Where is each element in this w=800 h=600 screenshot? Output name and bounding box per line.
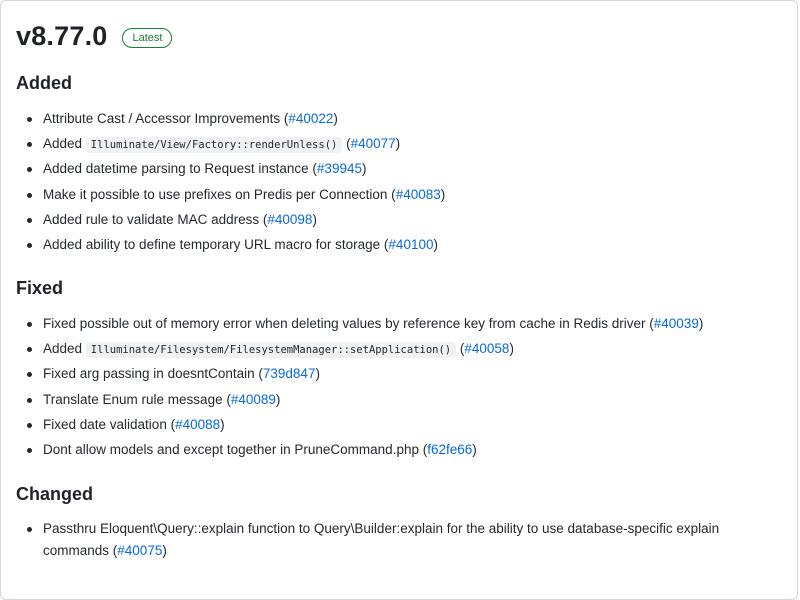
item-close-paren: ) bbox=[440, 186, 446, 202]
item-ref-link[interactable]: #40039 bbox=[653, 316, 699, 331]
item-close-paren: ) bbox=[395, 136, 401, 152]
added-list bbox=[27, 108, 767, 259]
release-header bbox=[16, 21, 172, 52]
item-close-paren: ) bbox=[333, 111, 338, 126]
item-text: Passthru Eloquent\Query::explain function to Query\Builder:explain for the ability to use database-specific explain commands ( bbox=[43, 521, 720, 558]
list-item bbox=[27, 414, 767, 439]
item-text: Make it possible to use prefixes on Predis per Connection ( bbox=[43, 186, 396, 202]
list-item bbox=[27, 338, 767, 363]
item-close-paren: ) bbox=[162, 543, 167, 558]
item-text: Added bbox=[43, 136, 86, 152]
item-close-paren: ) bbox=[220, 416, 225, 432]
item-text: Added datetime parsing to Request instance ( bbox=[43, 161, 317, 177]
item-text-post: ( bbox=[456, 341, 465, 357]
item-close-paren: ) bbox=[315, 366, 320, 382]
item-text: Fixed date validation ( bbox=[43, 416, 176, 432]
section-title-changed: Changed bbox=[16, 484, 94, 504]
item-ref-link[interactable]: f62fe66 bbox=[427, 441, 473, 457]
item-ref-link[interactable]: #40089 bbox=[230, 391, 276, 407]
list-item bbox=[27, 108, 767, 133]
item-text: Dont allow models and except together in PruneCommand.php ( bbox=[43, 441, 428, 457]
release-version[interactable]: v8.77.0 bbox=[16, 21, 108, 51]
item-text: Added ability to define temporary URL macro for storage ( bbox=[43, 236, 389, 252]
item-ref-link[interactable]: 739d847 bbox=[262, 366, 316, 382]
list-item bbox=[27, 363, 767, 388]
list-item bbox=[27, 234, 767, 259]
list-item bbox=[27, 439, 767, 464]
item-ref-link[interactable]: #40075 bbox=[117, 543, 163, 558]
list-item bbox=[27, 133, 767, 158]
list-item bbox=[27, 389, 767, 414]
item-code: Illuminate/View/Factory::renderUnless() bbox=[86, 137, 343, 153]
item-close-paren: ) bbox=[275, 391, 281, 407]
item-text-post: ( bbox=[342, 136, 351, 152]
list-item bbox=[27, 158, 767, 183]
item-text: Fixed arg passing in doesntContain ( bbox=[43, 366, 263, 382]
item-ref-link[interactable]: #40088 bbox=[175, 416, 221, 432]
item-ref-link[interactable]: #40058 bbox=[464, 341, 510, 357]
list-item bbox=[27, 518, 767, 562]
item-ref-link[interactable]: #39945 bbox=[316, 161, 362, 177]
section-title-fixed: Fixed bbox=[16, 278, 64, 298]
list-item bbox=[27, 184, 767, 209]
item-ref-link[interactable]: #40083 bbox=[395, 186, 441, 202]
list-item bbox=[27, 313, 767, 338]
item-code: Illuminate/Filesystem/FilesystemManager::setApplication() bbox=[86, 342, 456, 358]
changed-list bbox=[27, 518, 767, 562]
item-text: Added bbox=[43, 341, 86, 357]
item-text: Translate Enum rule message ( bbox=[43, 391, 231, 407]
item-ref-link[interactable]: #40100 bbox=[388, 236, 434, 252]
item-close-paren: ) bbox=[509, 341, 514, 357]
item-close-paren: ) bbox=[312, 211, 317, 227]
fixed-list bbox=[27, 313, 767, 464]
item-ref-link[interactable]: #40077 bbox=[350, 136, 396, 152]
section-title-added: Added bbox=[16, 73, 72, 93]
item-ref-link[interactable]: #40022 bbox=[288, 111, 334, 126]
item-text: Fixed possible out of memory error when deleting values by reference key from cache in Redis driver ( bbox=[43, 316, 654, 331]
item-ref-link[interactable]: #40098 bbox=[267, 211, 313, 227]
item-close-paren: ) bbox=[433, 236, 438, 252]
item-close-paren: ) bbox=[361, 161, 367, 177]
latest-badge: Latest bbox=[122, 28, 172, 48]
item-close-paren: ) bbox=[472, 441, 477, 457]
item-close-paren: ) bbox=[698, 316, 704, 331]
item-text: Added rule to validate MAC address ( bbox=[43, 211, 268, 227]
item-text: Attribute Cast / Accessor Improvements ( bbox=[43, 111, 289, 126]
list-item bbox=[27, 209, 767, 234]
